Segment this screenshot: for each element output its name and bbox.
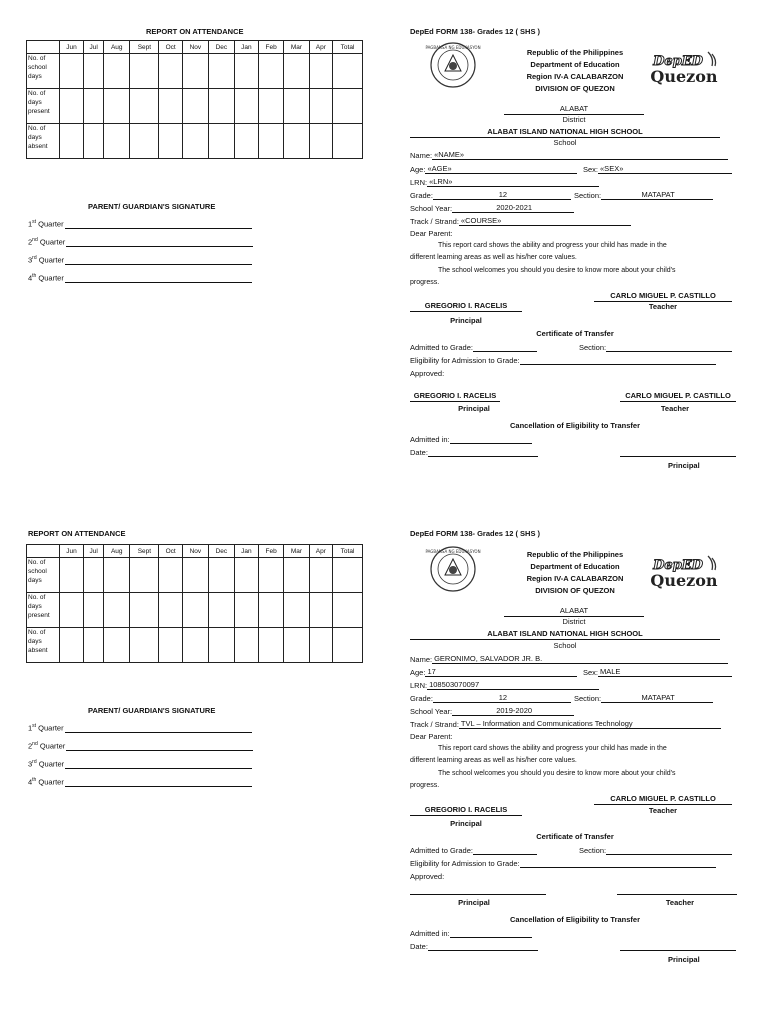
- attendance-cell[interactable]: [309, 558, 332, 593]
- approved-principal-label: Principal: [458, 898, 490, 907]
- svg-text:Quezon: Quezon: [650, 67, 718, 86]
- signature-title: PARENT/ GUARDIAN'S SIGNATURE: [88, 706, 216, 715]
- attendance-cell[interactable]: [84, 593, 104, 628]
- attendance-cell[interactable]: [182, 593, 208, 628]
- svg-text:PAGBANSA NG EDUKASYON: PAGBANSA NG EDUKASYON: [425, 549, 481, 554]
- paragraph-2b: progress.: [410, 782, 440, 789]
- deped-quezon-logo-icon: [648, 552, 724, 592]
- attendance-cell[interactable]: [60, 124, 84, 159]
- report-card-bottom: [0, 504, 768, 1008]
- row-label: No. of days absent: [27, 124, 60, 159]
- row-label: No. of school days: [27, 54, 60, 89]
- date-field[interactable]: Date:: [410, 447, 538, 457]
- principal-name: GREGORIO I. RACELIS: [410, 301, 522, 312]
- attendance-cell[interactable]: [130, 558, 159, 593]
- month-header: Nov: [182, 41, 208, 54]
- region-line: Region IV-A CALABARZON: [526, 72, 624, 81]
- attendance-cell[interactable]: [84, 558, 104, 593]
- attendance-row: [27, 558, 363, 593]
- sex-field[interactable]: Sex: MALE: [583, 667, 732, 677]
- principal-label: Principal: [450, 316, 482, 325]
- attendance-cell[interactable]: [309, 593, 332, 628]
- month-header: Dec: [208, 41, 234, 54]
- attendance-cell[interactable]: [333, 558, 363, 593]
- approved-label: Approved:: [410, 872, 445, 881]
- attendance-cell[interactable]: [130, 628, 159, 663]
- teacher-label: Teacher: [648, 806, 678, 815]
- attendance-cell[interactable]: [60, 593, 84, 628]
- row-label: No. of days absent: [27, 628, 60, 663]
- cancel-principal-line[interactable]: [620, 941, 736, 951]
- attendance-cell[interactable]: [309, 628, 332, 663]
- paragraph-1b: different learning areas as well as his/her core values.: [410, 254, 577, 261]
- report-card-top: [0, 0, 768, 504]
- attendance-table: [26, 40, 363, 159]
- grade-field[interactable]: Grade: 12: [410, 693, 571, 703]
- attendance-cell[interactable]: [284, 54, 309, 89]
- approved-principal-label: Principal: [458, 404, 490, 413]
- school-value[interactable]: ALABAT ISLAND NATIONAL HIGH SCHOOL: [410, 127, 720, 138]
- row-label: No. of school days: [27, 558, 60, 593]
- deped-quezon-logo-icon: [648, 48, 724, 88]
- region-line: Region IV-A CALABARZON: [526, 574, 624, 583]
- school-label: School: [553, 641, 577, 650]
- approved-teacher-name: CARLO MIGUEL P. CASTILLO: [620, 391, 736, 402]
- attendance-cell[interactable]: [333, 89, 363, 124]
- attendance-cell[interactable]: [104, 593, 130, 628]
- month-header: Jun: [60, 41, 84, 54]
- attendance-cell[interactable]: [84, 89, 104, 124]
- attendance-title: REPORT ON ATTENDANCE: [146, 27, 244, 36]
- signature-quarter-2[interactable]: 2nd Quarter: [28, 237, 253, 247]
- lrn-field[interactable]: LRN: 108503070097: [410, 680, 599, 690]
- row-label: No. of days present: [27, 593, 60, 628]
- attendance-cell[interactable]: [60, 89, 84, 124]
- republic-line: Republic of the Philippines: [526, 550, 624, 559]
- school-year-field[interactable]: School Year: 2019-2020: [410, 706, 574, 716]
- signature-quarter-4[interactable]: 4th Quarter: [28, 273, 252, 283]
- signature-quarter-4[interactable]: 4th Quarter: [28, 777, 252, 787]
- attendance-cell[interactable]: [234, 558, 258, 593]
- date-field[interactable]: Date:: [410, 941, 538, 951]
- row-label: No. of days present: [27, 89, 60, 124]
- district-label: District: [562, 617, 586, 626]
- principal-label: Principal: [450, 819, 482, 828]
- attendance-cell[interactable]: [258, 124, 283, 159]
- school-year-field[interactable]: School Year: 2020-2021: [410, 203, 574, 213]
- attendance-cell[interactable]: [234, 593, 258, 628]
- eligibility-field[interactable]: Eligibility for Admission to Grade:: [410, 858, 716, 868]
- attendance-cell[interactable]: [104, 628, 130, 663]
- approved-label: Approved:: [410, 369, 445, 378]
- attendance-cell[interactable]: [284, 628, 309, 663]
- admitted-in-field[interactable]: Admitted in:: [410, 928, 532, 938]
- deped-seal-icon: [425, 546, 481, 592]
- signature-quarter-1[interactable]: 1st Quarter: [28, 723, 252, 733]
- month-header: Mar: [284, 41, 309, 54]
- attendance-row: [27, 54, 363, 89]
- district-label: District: [562, 115, 586, 124]
- approved-teacher-line[interactable]: [617, 885, 737, 895]
- attendance-cell[interactable]: [182, 628, 208, 663]
- paragraph-1b: different learning areas as well as his/her core values.: [410, 757, 577, 764]
- paragraph-2a: The school welcomes you should you desire to know more about your child's: [438, 770, 676, 777]
- attendance-cell[interactable]: [60, 54, 84, 89]
- attendance-cell[interactable]: [130, 54, 159, 89]
- attendance-cell[interactable]: [258, 54, 283, 89]
- attendance-table: [26, 544, 363, 663]
- track-field[interactable]: Track / Strand: TVL – Information and Communications Technology: [410, 719, 721, 729]
- attendance-cell[interactable]: [130, 89, 159, 124]
- month-header: Jan: [234, 545, 258, 558]
- district-value[interactable]: ALABAT: [504, 104, 644, 115]
- certificate-title: Certificate of Transfer: [536, 832, 614, 841]
- attendance-cell[interactable]: [182, 54, 208, 89]
- month-header: Aug: [104, 545, 130, 558]
- attendance-title: REPORT ON ATTENDANCE: [28, 529, 126, 538]
- cancel-principal-line[interactable]: [620, 447, 736, 457]
- cancellation-title: Cancellation of Eligibility to Transfer: [509, 421, 641, 430]
- department-line: Department of Education: [530, 60, 620, 69]
- attendance-cell[interactable]: [208, 558, 234, 593]
- month-header: Apr: [309, 41, 332, 54]
- month-header: Jul: [84, 545, 104, 558]
- attendance-cell[interactable]: [130, 593, 159, 628]
- attendance-cell[interactable]: [208, 89, 234, 124]
- attendance-cell[interactable]: [84, 54, 104, 89]
- approved-principal-line[interactable]: [410, 885, 546, 895]
- paragraph-1a: This report card shows the ability and progress your child has made in the: [438, 745, 667, 752]
- attendance-cell[interactable]: [159, 628, 182, 663]
- attendance-cell[interactable]: [258, 558, 283, 593]
- section-field[interactable]: Section: MATAPAT: [574, 693, 713, 703]
- attendance-cell[interactable]: [159, 124, 182, 159]
- month-header: Nov: [182, 545, 208, 558]
- admitted-grade-field[interactable]: Admitted to Grade:: [410, 845, 537, 855]
- admitted-grade-field[interactable]: Admitted to Grade:: [410, 342, 537, 352]
- attendance-cell[interactable]: [258, 593, 283, 628]
- form-title: DepEd FORM 138- Grades 12 ( SHS ): [410, 27, 541, 36]
- attendance-cell[interactable]: [104, 124, 130, 159]
- month-header: Apr: [309, 545, 332, 558]
- month-header: Feb: [258, 41, 283, 54]
- republic-line: Republic of the Philippines: [526, 48, 624, 57]
- attendance-cell[interactable]: [234, 628, 258, 663]
- attendance-cell[interactable]: [84, 124, 104, 159]
- attendance-cell[interactable]: [84, 628, 104, 663]
- teacher-label: Teacher: [648, 302, 678, 311]
- attendance-cell[interactable]: [159, 89, 182, 124]
- signature-quarter-2[interactable]: 2nd Quarter: [28, 741, 253, 751]
- department-line: Department of Education: [530, 562, 620, 571]
- month-header: Sept: [130, 41, 159, 54]
- attendance-cell[interactable]: [234, 89, 258, 124]
- dear-parent: Dear Parent:: [410, 732, 453, 741]
- month-header: Total: [333, 545, 363, 558]
- approved-teacher-label: Teacher: [660, 404, 690, 413]
- attendance-cell[interactable]: [284, 593, 309, 628]
- admitted-in-field[interactable]: Admitted in:: [410, 434, 532, 444]
- month-header: Mar: [284, 545, 309, 558]
- month-header: Dec: [208, 545, 234, 558]
- deped-seal-icon: [425, 42, 481, 88]
- approved-teacher-label: Teacher: [665, 898, 695, 907]
- paragraph-2b: progress.: [410, 279, 440, 286]
- attendance-cell[interactable]: [208, 124, 234, 159]
- month-header: Jul: [84, 41, 104, 54]
- attendance-cell[interactable]: [208, 54, 234, 89]
- attendance-header-row: [27, 545, 363, 558]
- attendance-cell[interactable]: [309, 124, 332, 159]
- sex-field[interactable]: Sex: «SEX»: [583, 164, 732, 174]
- attendance-row: [27, 628, 363, 663]
- division-line: DIVISION OF QUEZON: [535, 84, 615, 93]
- attendance-cell[interactable]: [159, 593, 182, 628]
- attendance-cell[interactable]: [208, 628, 234, 663]
- eligibility-field[interactable]: Eligibility for Admission to Grade:: [410, 355, 716, 365]
- transfer-section-field[interactable]: Section:: [579, 845, 732, 855]
- month-header: Sept: [130, 545, 159, 558]
- paragraph-1a: This report card shows the ability and progress your child has made in the: [438, 242, 667, 249]
- attendance-cell[interactable]: [130, 124, 159, 159]
- attendance-cell[interactable]: [104, 558, 130, 593]
- teacher-name: CARLO MIGUEL P. CASTILLO: [594, 291, 732, 302]
- paragraph-2a: The school welcomes you should you desire to know more about your child's: [438, 267, 676, 274]
- attendance-cell[interactable]: [60, 628, 84, 663]
- attendance-cell[interactable]: [284, 124, 309, 159]
- month-header: Oct: [159, 41, 182, 54]
- attendance-cell[interactable]: [309, 89, 332, 124]
- month-header: Jun: [60, 545, 84, 558]
- month-header: Oct: [159, 545, 182, 558]
- dear-parent: Dear Parent:: [410, 229, 453, 238]
- attendance-cell[interactable]: [104, 54, 130, 89]
- transfer-section-field[interactable]: Section:: [579, 342, 732, 352]
- track-field[interactable]: Track / Strand: «COURSE»: [410, 216, 631, 226]
- attendance-cell[interactable]: [182, 89, 208, 124]
- teacher-name: CARLO MIGUEL P. CASTILLO: [594, 794, 732, 805]
- attendance-cell[interactable]: [333, 593, 363, 628]
- name-field[interactable]: Name: GERONIMO, SALVADOR JR. B.: [410, 654, 728, 664]
- attendance-row: [27, 89, 363, 124]
- attendance-cell[interactable]: [258, 628, 283, 663]
- signature-title: PARENT/ GUARDIAN'S SIGNATURE: [88, 202, 216, 211]
- school-label: School: [553, 138, 577, 147]
- attendance-corner-cell: [27, 545, 60, 558]
- attendance-cell[interactable]: [182, 558, 208, 593]
- svg-text:PAGBANSA NG EDUKASYON: PAGBANSA NG EDUKASYON: [425, 45, 481, 50]
- attendance-cell[interactable]: [234, 54, 258, 89]
- cancel-principal-label: Principal: [668, 955, 700, 964]
- attendance-cell[interactable]: [234, 124, 258, 159]
- signature-quarter-3[interactable]: 3rd Quarter: [28, 759, 252, 769]
- attendance-cell[interactable]: [159, 558, 182, 593]
- svg-text:DepED: DepED: [653, 54, 703, 69]
- attendance-cell[interactable]: [284, 558, 309, 593]
- cancellation-title: Cancellation of Eligibility to Transfer: [509, 915, 641, 924]
- approved-principal-name: GREGORIO I. RACELIS: [410, 391, 500, 402]
- attendance-cell[interactable]: [333, 54, 363, 89]
- attendance-cell[interactable]: [258, 89, 283, 124]
- signature-quarter-3[interactable]: 3rd Quarter: [28, 255, 252, 265]
- school-value[interactable]: ALABAT ISLAND NATIONAL HIGH SCHOOL: [410, 629, 720, 640]
- section-field[interactable]: Section: MATAPAT: [574, 190, 713, 200]
- age-field[interactable]: Age: 17: [410, 667, 577, 677]
- division-line: DIVISION OF QUEZON: [535, 586, 615, 595]
- attendance-corner-cell: [27, 41, 60, 54]
- month-header: Feb: [258, 545, 283, 558]
- attendance-cell[interactable]: [159, 54, 182, 89]
- signature-quarter-1[interactable]: 1st Quarter: [28, 219, 252, 229]
- attendance-cell[interactable]: [60, 558, 84, 593]
- lrn-field[interactable]: LRN: «LRN»: [410, 177, 599, 187]
- district-value[interactable]: ALABAT: [504, 606, 644, 617]
- name-field[interactable]: Name: «NAME»: [410, 150, 728, 160]
- month-header: Total: [333, 41, 363, 54]
- svg-text:Quezon: Quezon: [650, 571, 718, 590]
- attendance-cell[interactable]: [333, 124, 363, 159]
- form-title: DepEd FORM 138- Grades 12 ( SHS ): [410, 529, 541, 538]
- attendance-cell[interactable]: [333, 628, 363, 663]
- grade-field[interactable]: Grade: 12: [410, 190, 571, 200]
- month-header: Jan: [234, 41, 258, 54]
- attendance-cell[interactable]: [182, 124, 208, 159]
- age-field[interactable]: Age: «AGE»: [410, 164, 577, 174]
- cancel-principal-label: Principal: [668, 461, 700, 470]
- attendance-row: [27, 593, 363, 628]
- attendance-cell[interactable]: [104, 89, 130, 124]
- svg-text:DepED: DepED: [653, 558, 703, 573]
- attendance-header-row: [27, 41, 363, 54]
- attendance-cell[interactable]: [208, 593, 234, 628]
- month-header: Aug: [104, 41, 130, 54]
- attendance-cell[interactable]: [284, 89, 309, 124]
- attendance-row: [27, 124, 363, 159]
- principal-name: GREGORIO I. RACELIS: [410, 805, 522, 816]
- attendance-cell[interactable]: [309, 54, 332, 89]
- certificate-title: Certificate of Transfer: [536, 329, 614, 338]
